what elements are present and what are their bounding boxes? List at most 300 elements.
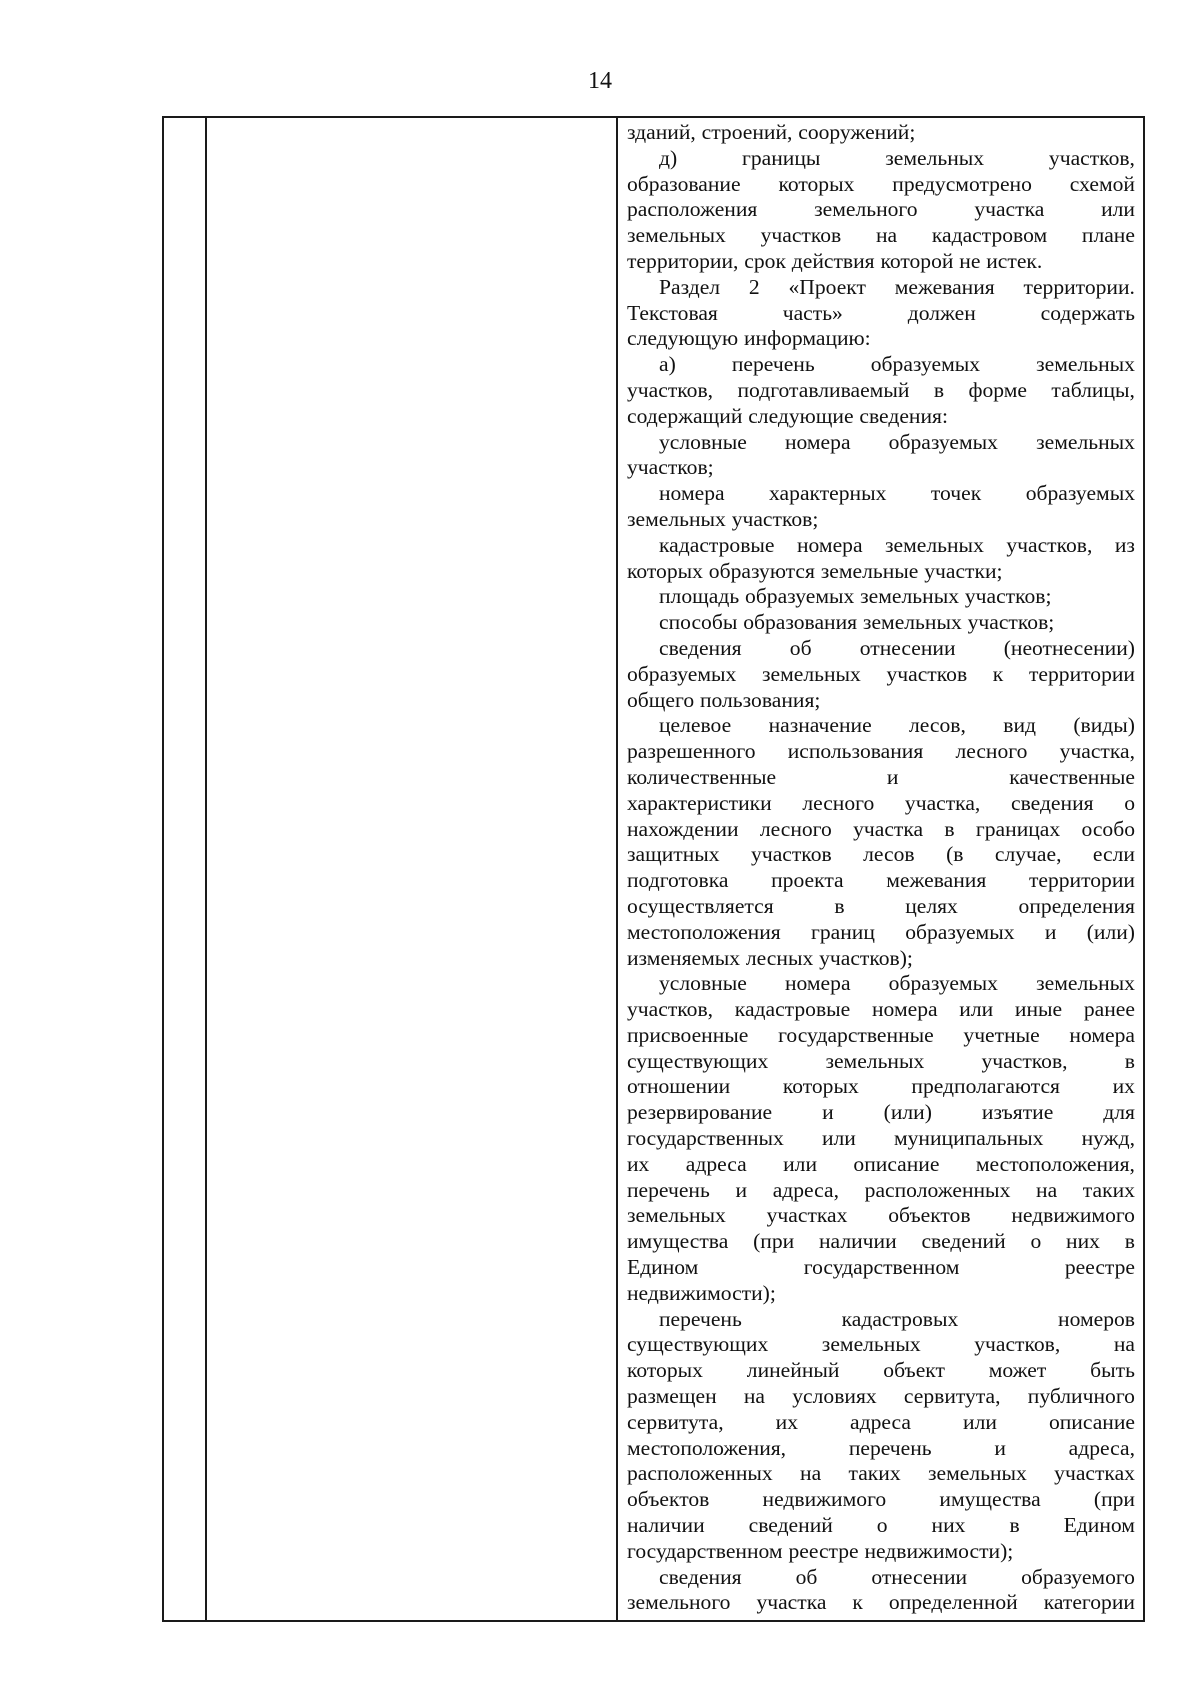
word: них xyxy=(931,1513,966,1538)
word: перечень xyxy=(731,352,815,377)
word: недвижимого xyxy=(1011,1203,1135,1228)
word: о xyxy=(876,1513,888,1538)
word: кадастровые xyxy=(659,532,775,557)
word: схемой xyxy=(1069,171,1135,196)
word: нахождении xyxy=(627,816,739,841)
text-line xyxy=(627,739,1135,765)
word: следующие xyxy=(748,403,854,428)
word: недвижимости); xyxy=(627,1280,776,1305)
word: наличии xyxy=(627,1513,705,1538)
word: изъятие xyxy=(981,1100,1054,1125)
word: которой xyxy=(880,248,954,273)
text-line xyxy=(627,1590,1135,1616)
word: земельных xyxy=(627,506,726,531)
word: сведения xyxy=(659,1564,742,1589)
word: государственном xyxy=(627,1538,783,1563)
word: участков; xyxy=(964,584,1052,609)
word: земельных xyxy=(821,1332,921,1357)
word: осуществляется xyxy=(627,893,774,918)
word: условиях xyxy=(792,1384,877,1409)
text-line xyxy=(627,971,1135,997)
word: земельных xyxy=(627,223,726,248)
text-line xyxy=(627,894,1135,920)
word: участков; xyxy=(627,455,714,480)
word: а) xyxy=(659,352,676,377)
word: д) xyxy=(659,145,678,170)
word: участков, xyxy=(627,997,714,1022)
word: или xyxy=(1101,197,1135,222)
word: не xyxy=(959,248,981,273)
word: определенной xyxy=(888,1590,1018,1615)
word: случае, xyxy=(994,842,1062,867)
text-line xyxy=(627,1074,1135,1100)
text-line xyxy=(627,378,1135,404)
word: к xyxy=(992,661,1004,686)
word: номеров xyxy=(1058,1306,1135,1331)
word: объект xyxy=(883,1358,945,1383)
word: отношении xyxy=(627,1074,731,1099)
text-line xyxy=(627,172,1135,198)
word: таких xyxy=(848,1461,901,1486)
word: описание xyxy=(1048,1409,1135,1434)
text-line xyxy=(627,1100,1135,1126)
word: Едином xyxy=(627,1255,699,1280)
word: государственных xyxy=(627,1126,784,1151)
word: информацию: xyxy=(743,326,871,351)
word: наличии xyxy=(819,1229,897,1254)
word: размещен xyxy=(627,1384,717,1409)
text-line xyxy=(627,817,1135,843)
table-cell-text xyxy=(627,120,1135,1616)
word: публичного xyxy=(1027,1384,1135,1409)
text-line xyxy=(627,1565,1135,1591)
word: к xyxy=(852,1590,863,1615)
word: об xyxy=(789,635,812,660)
word: сведений xyxy=(748,1513,833,1538)
word: защитных xyxy=(627,842,720,867)
word: номера xyxy=(659,481,725,506)
word: муниципальных xyxy=(893,1126,1044,1151)
word: образуемых xyxy=(627,661,737,686)
word: условные xyxy=(659,971,747,996)
word: и xyxy=(886,764,899,789)
word: земельных xyxy=(1036,352,1135,377)
word: которых xyxy=(782,1074,859,1099)
word: земельного xyxy=(814,197,918,222)
word: их xyxy=(775,1409,799,1434)
word: форме xyxy=(968,377,1027,402)
text-line xyxy=(627,559,1135,585)
word: имущества xyxy=(939,1487,1041,1512)
word: или xyxy=(959,997,994,1022)
word: которых xyxy=(627,558,703,583)
word: них xyxy=(1066,1229,1100,1254)
document-table xyxy=(162,116,1145,1622)
word: участка xyxy=(756,1590,827,1615)
word: (неотнесении) xyxy=(1003,635,1135,660)
text-line xyxy=(627,1384,1135,1410)
word: лесов, xyxy=(909,713,966,738)
word: зданий, xyxy=(627,120,696,144)
word: Раздел xyxy=(659,274,721,299)
text-line xyxy=(627,146,1135,172)
word: земельных xyxy=(761,661,861,686)
word: сведения xyxy=(1010,790,1094,815)
text-line xyxy=(627,920,1135,946)
word: использования xyxy=(787,739,924,764)
word: на xyxy=(743,1384,765,1409)
word: может xyxy=(988,1358,1047,1383)
word: местоположения xyxy=(627,919,781,944)
word: участков); xyxy=(819,945,913,970)
word: строений, xyxy=(701,120,793,144)
word: территории xyxy=(1028,661,1135,686)
word: присвоенные xyxy=(627,1022,749,1047)
word: земельного xyxy=(627,1590,731,1615)
word: участков xyxy=(886,661,968,686)
text-line xyxy=(627,842,1135,868)
text-line xyxy=(627,404,1135,430)
word: недвижимого xyxy=(762,1487,887,1512)
word: следующую xyxy=(627,326,739,351)
word: в xyxy=(944,816,955,841)
word: лесных xyxy=(745,945,814,970)
word: разрешенного xyxy=(627,739,756,764)
word: участков; xyxy=(731,506,819,531)
word: в xyxy=(1009,1513,1020,1538)
word: существующих xyxy=(627,1048,769,1073)
word: сервитута, xyxy=(903,1384,1001,1409)
word: участки; xyxy=(924,558,1003,583)
text-line xyxy=(627,1255,1135,1281)
text-line xyxy=(627,1410,1135,1436)
word: лесного xyxy=(759,816,832,841)
word: должен xyxy=(907,300,976,325)
word: участков, xyxy=(1048,145,1135,170)
word: образуемых xyxy=(745,584,855,609)
word: адреса, xyxy=(1068,1435,1135,1460)
word: перечень xyxy=(659,1306,742,1331)
word: учетные xyxy=(963,1022,1040,1047)
word: расположенных xyxy=(864,1177,1011,1202)
word: в xyxy=(933,377,945,402)
word: часть» xyxy=(782,300,843,325)
word: и xyxy=(822,1100,834,1125)
word: адреса, xyxy=(772,1177,840,1202)
word: или xyxy=(963,1409,997,1434)
word: на xyxy=(1113,1332,1135,1357)
word: сведения: xyxy=(859,403,948,428)
word: ранее xyxy=(1083,997,1135,1022)
word: Едином xyxy=(1063,1513,1135,1538)
word: земельных xyxy=(885,145,985,170)
text-line xyxy=(627,1461,1135,1487)
text-line xyxy=(627,1436,1135,1462)
word: участков, xyxy=(627,377,714,402)
word: в xyxy=(1124,1048,1135,1073)
word: существующих xyxy=(627,1332,769,1357)
table-column-divider xyxy=(205,118,207,1620)
word: (или) xyxy=(883,1100,932,1125)
word: участка xyxy=(853,816,924,841)
text-line xyxy=(627,765,1135,791)
text-line xyxy=(627,1023,1135,1049)
text-line xyxy=(627,713,1135,739)
word: иные xyxy=(1014,997,1063,1022)
word: вид xyxy=(1003,713,1036,738)
word: участков; xyxy=(967,610,1055,635)
word: номера xyxy=(784,971,851,996)
word: определения xyxy=(1018,893,1135,918)
word: точек xyxy=(930,481,982,506)
word: «Проект xyxy=(788,274,866,299)
word: отнесении xyxy=(859,635,956,660)
word: способы xyxy=(659,610,738,635)
text-line xyxy=(627,1178,1135,1204)
word: образуемых xyxy=(888,971,998,996)
text-line xyxy=(627,868,1135,894)
word: которых xyxy=(627,1358,703,1383)
text-line xyxy=(627,636,1135,662)
word: на xyxy=(800,1461,822,1486)
word: имущества xyxy=(627,1229,729,1254)
word: образование xyxy=(627,171,741,196)
word: об xyxy=(795,1564,818,1589)
word: отнесении xyxy=(871,1564,968,1589)
word: условные xyxy=(659,429,747,454)
word: если xyxy=(1092,842,1135,867)
word: государственные xyxy=(778,1022,934,1047)
word: расположения xyxy=(627,197,758,222)
word: образования xyxy=(743,610,858,635)
word: в xyxy=(1124,1229,1135,1254)
word: участков, xyxy=(974,1332,1061,1357)
word: образуемых xyxy=(870,352,981,377)
word: действия xyxy=(791,248,875,273)
word: сооружений; xyxy=(798,120,916,144)
word: (в xyxy=(946,842,964,867)
word: проекта xyxy=(771,868,844,893)
word: границах xyxy=(975,816,1061,841)
word: перечень xyxy=(848,1435,932,1460)
text-line xyxy=(627,120,1135,146)
word: лесов xyxy=(863,842,915,867)
word: границ xyxy=(811,919,875,944)
word: описание xyxy=(853,1151,940,1176)
word: подготавливаемый xyxy=(737,377,910,402)
word: образуются xyxy=(708,558,815,583)
table-column-divider xyxy=(616,118,618,1620)
text-line xyxy=(627,610,1135,636)
word: (или) xyxy=(1086,919,1135,944)
word: на xyxy=(1036,1177,1058,1202)
word: из xyxy=(1114,532,1135,557)
word: (виды) xyxy=(1073,713,1135,738)
text-line xyxy=(627,662,1135,688)
text-line xyxy=(627,455,1135,481)
word: кадастровом xyxy=(931,223,1048,248)
word: земельных xyxy=(627,1203,726,1228)
word: адреса xyxy=(850,1409,911,1434)
word: целевое xyxy=(659,713,732,738)
word: их xyxy=(1112,1074,1135,1099)
word: предполагаются xyxy=(911,1074,1060,1099)
text-line xyxy=(627,275,1135,301)
word: земельных xyxy=(885,532,984,557)
word: участков xyxy=(751,842,832,867)
word: характеристики xyxy=(627,790,772,815)
word: для xyxy=(1103,1100,1135,1125)
word: быть xyxy=(1090,1358,1135,1383)
text-line xyxy=(627,688,1135,714)
word: таблицы, xyxy=(1051,377,1135,402)
text-line xyxy=(627,1513,1135,1539)
word: земельных xyxy=(860,584,960,609)
word: расположенных xyxy=(627,1461,773,1486)
word: земельных xyxy=(1036,429,1135,454)
word: особо xyxy=(1081,816,1135,841)
text-line xyxy=(627,1229,1135,1255)
word: земельных xyxy=(825,1048,925,1073)
word: образуемых xyxy=(888,429,998,454)
word: характерных xyxy=(769,481,887,506)
word: содержать xyxy=(1040,300,1135,325)
word: территории xyxy=(1028,868,1135,893)
word: содержащий xyxy=(627,403,743,428)
text-line xyxy=(627,584,1135,610)
word: границы xyxy=(742,145,821,170)
word: участках xyxy=(1054,1461,1135,1486)
word: образуемого xyxy=(1021,1564,1135,1589)
word: назначение xyxy=(768,713,872,738)
word: участка, xyxy=(904,790,981,815)
word: Текстовая xyxy=(627,300,718,325)
word: таких xyxy=(1082,1177,1135,1202)
text-line xyxy=(627,326,1135,352)
page-number: 14 xyxy=(588,68,612,94)
word: номера xyxy=(784,429,851,454)
word: линейный xyxy=(746,1358,840,1383)
word: сведения xyxy=(659,635,742,660)
word: площадь xyxy=(659,584,740,609)
word: участка xyxy=(974,197,1045,222)
word: их xyxy=(627,1151,650,1176)
word: подготовка xyxy=(627,868,729,893)
word: качественные xyxy=(1009,764,1135,789)
word: кадастровых xyxy=(841,1306,959,1331)
word: недвижимости); xyxy=(864,1538,1014,1563)
word: и xyxy=(735,1177,748,1202)
word: плане xyxy=(1081,223,1135,248)
word: лесного xyxy=(802,790,875,815)
text-line xyxy=(627,1203,1135,1229)
word: перечень xyxy=(627,1177,710,1202)
word: кадастровые xyxy=(734,997,851,1022)
word: нужд, xyxy=(1081,1126,1135,1151)
text-line xyxy=(627,249,1135,275)
word: количественные xyxy=(627,764,777,789)
word: лесного xyxy=(955,739,1028,764)
word: земельных xyxy=(1036,971,1135,996)
word: местоположения, xyxy=(975,1151,1135,1176)
word: объектов xyxy=(888,1203,971,1228)
word: земельных xyxy=(927,1461,1027,1486)
word: образуемых xyxy=(905,919,1015,944)
word: срок xyxy=(744,248,786,273)
word: участков, xyxy=(1006,532,1093,557)
word: номера xyxy=(872,997,938,1022)
word: (при xyxy=(1093,1487,1135,1512)
word: территории, xyxy=(627,248,739,273)
word: категории xyxy=(1043,1590,1135,1615)
word: номера xyxy=(1069,1022,1135,1047)
word: предусмотрено xyxy=(892,171,1032,196)
word: реестре xyxy=(1064,1255,1135,1280)
word: и xyxy=(994,1435,1006,1460)
word: межевания xyxy=(886,868,987,893)
text-line xyxy=(627,1332,1135,1358)
word: (при xyxy=(753,1229,795,1254)
word: участков xyxy=(760,223,842,248)
word: общего xyxy=(627,687,695,712)
word: адреса xyxy=(685,1151,747,1176)
word: сведений xyxy=(921,1229,1006,1254)
word: участках xyxy=(766,1203,848,1228)
text-line xyxy=(627,352,1135,378)
text-line xyxy=(627,1281,1135,1307)
text-line xyxy=(627,223,1135,249)
word: сервитута, xyxy=(627,1409,724,1434)
text-line xyxy=(627,1152,1135,1178)
text-line xyxy=(627,1358,1135,1384)
text-line xyxy=(627,1539,1135,1565)
text-line xyxy=(627,1126,1135,1152)
word: в xyxy=(834,893,845,918)
word: или xyxy=(821,1126,856,1151)
word: земельные xyxy=(820,558,919,583)
word: изменяемых xyxy=(627,945,741,970)
text-line xyxy=(627,533,1135,559)
word: образуемых xyxy=(1025,481,1135,506)
text-line xyxy=(627,946,1135,972)
word: 2 xyxy=(748,274,760,299)
text-line xyxy=(627,1307,1135,1333)
text-line xyxy=(627,507,1135,533)
text-line xyxy=(627,481,1135,507)
word: государственном xyxy=(803,1255,960,1280)
text-line xyxy=(627,997,1135,1023)
word: реестре xyxy=(788,1538,859,1563)
word: целях xyxy=(905,893,958,918)
text-line xyxy=(627,197,1135,223)
word: резервирование xyxy=(627,1100,773,1125)
word: или xyxy=(783,1151,817,1176)
word: истек. xyxy=(986,248,1043,273)
word: пользования; xyxy=(699,687,821,712)
word: на xyxy=(875,223,898,248)
word: объектов xyxy=(627,1487,710,1512)
word: о xyxy=(1124,790,1135,815)
text-line xyxy=(627,430,1135,456)
word: земельных xyxy=(862,610,962,635)
word: межевания xyxy=(894,274,995,299)
text-line xyxy=(627,1049,1135,1075)
word: участка, xyxy=(1059,739,1135,764)
text-line xyxy=(627,791,1135,817)
word: местоположения, xyxy=(627,1435,787,1460)
text-line xyxy=(627,301,1135,327)
word: участков, xyxy=(981,1048,1068,1073)
